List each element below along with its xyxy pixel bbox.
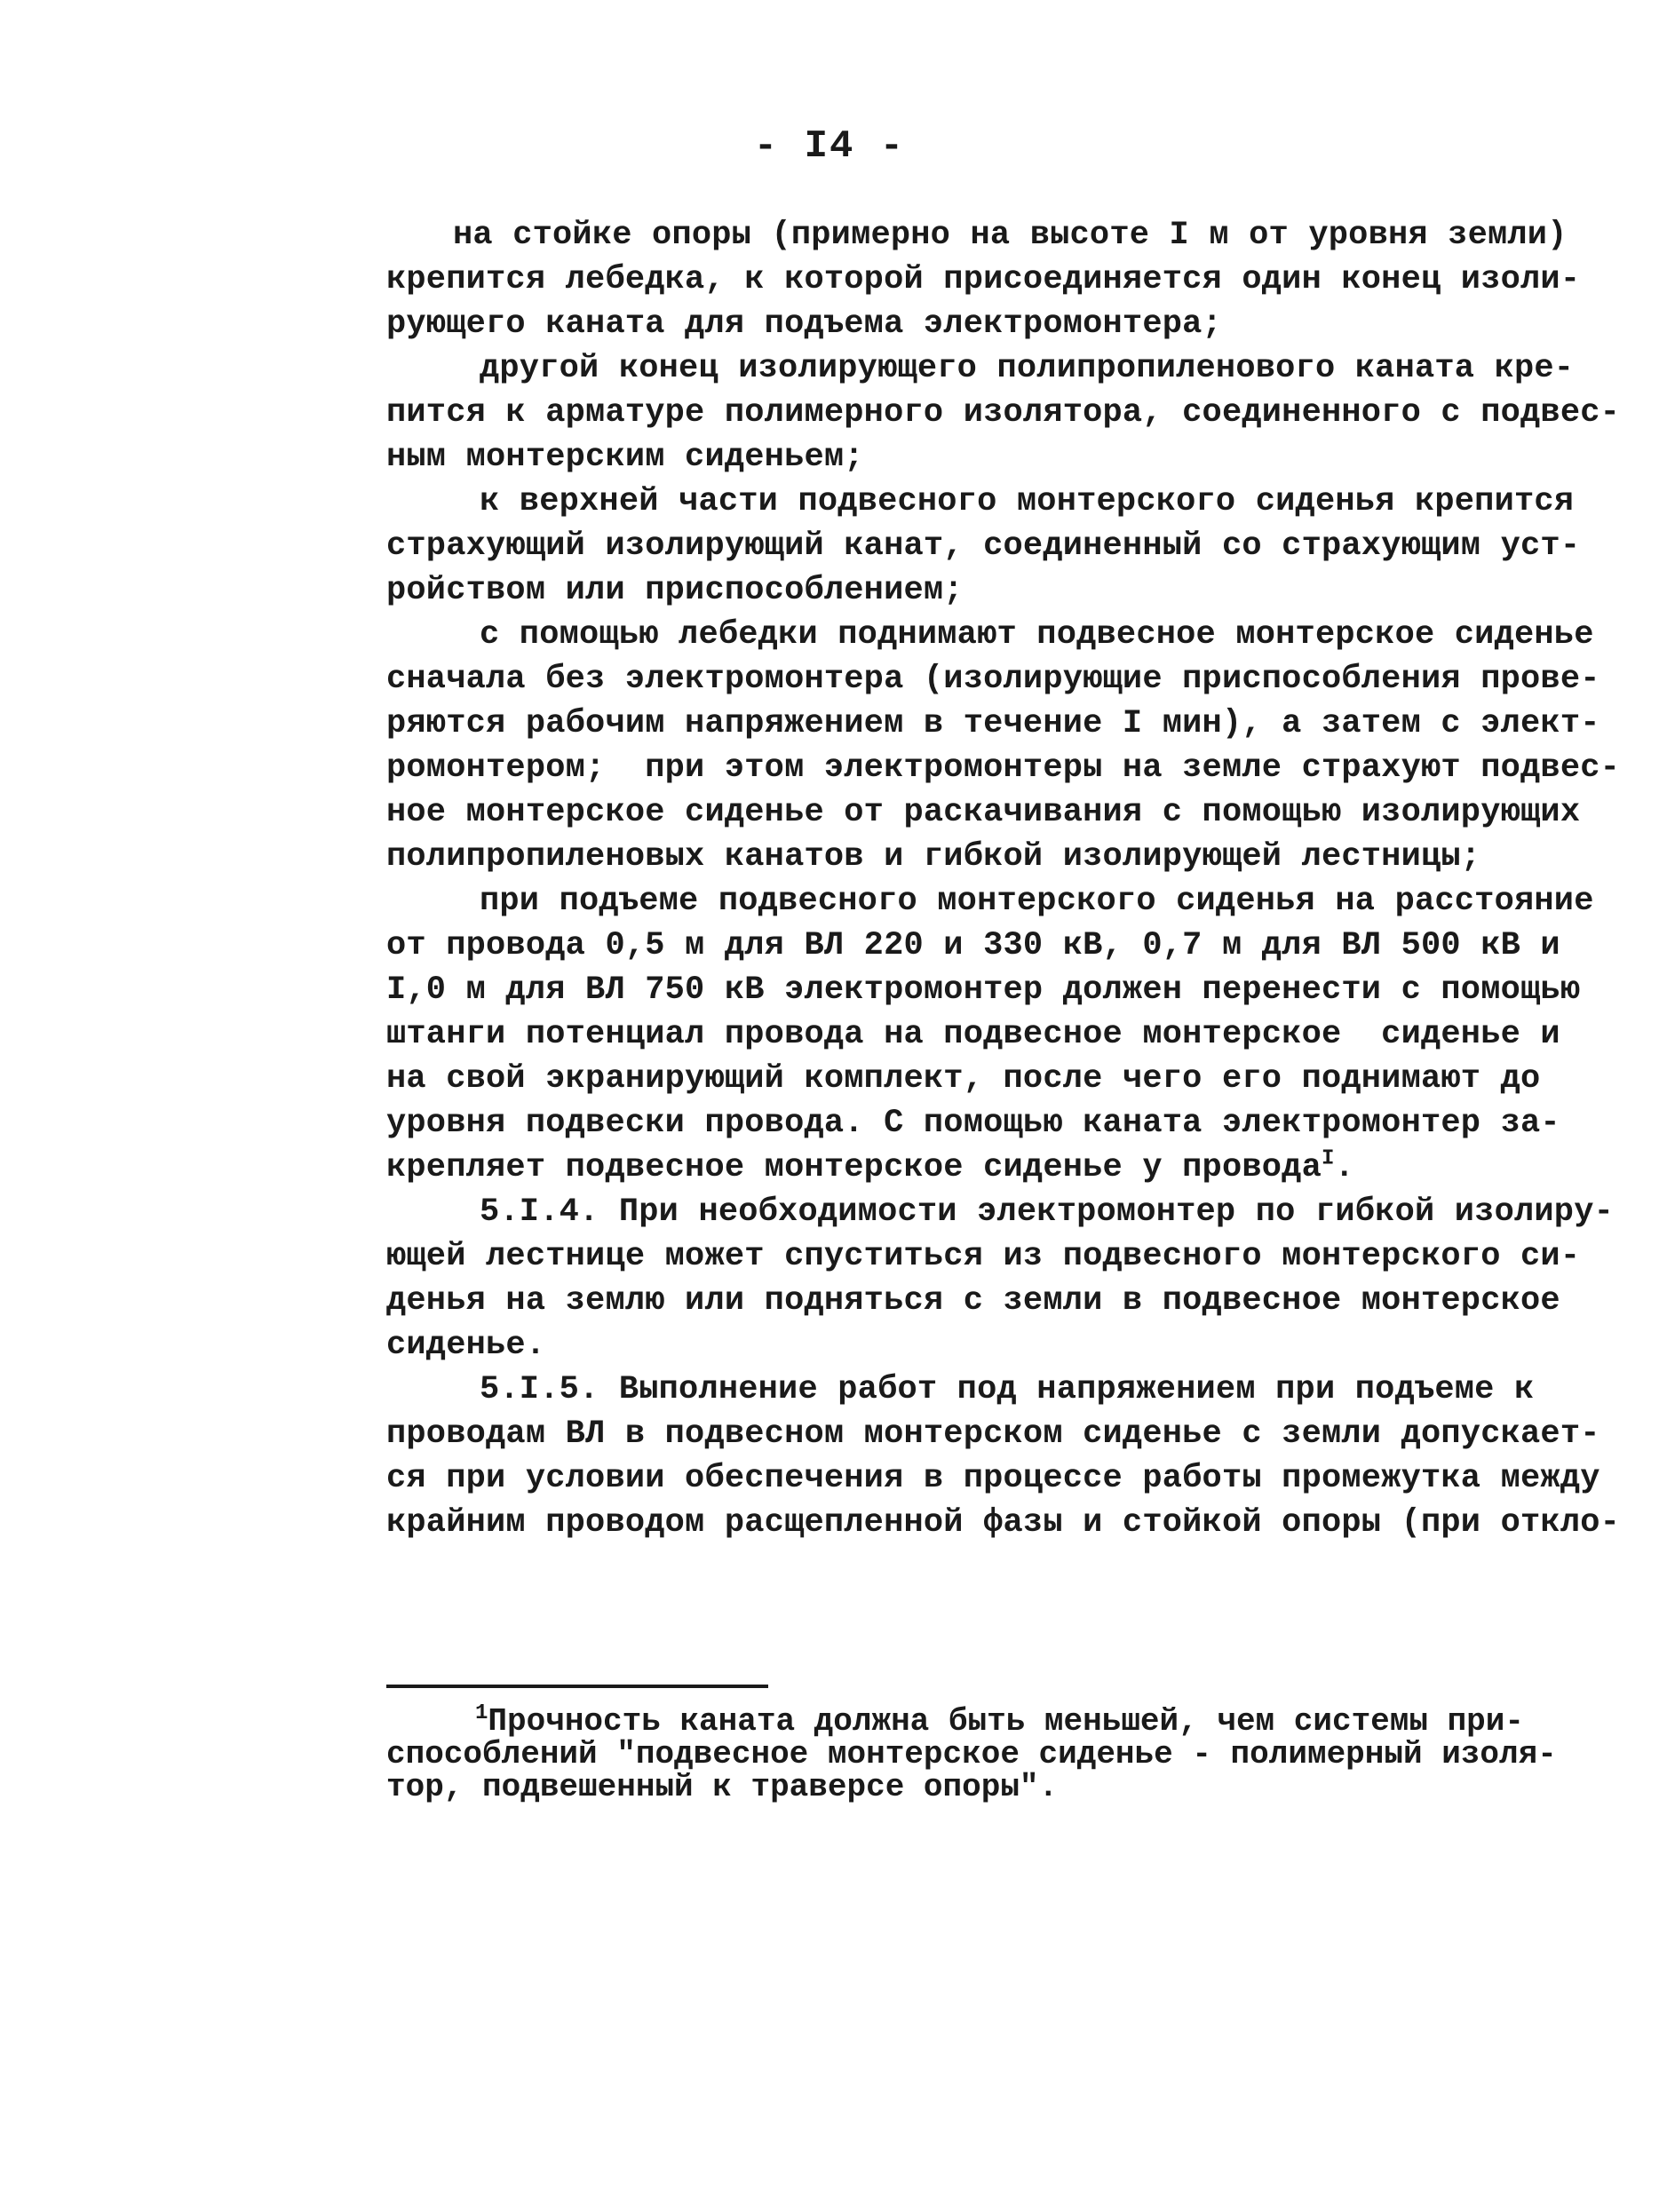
text-line: при подъеме подвесного монтерского сиденья на расстояние xyxy=(480,883,1594,920)
text-line-with-footnote-ref xyxy=(386,1146,1505,1190)
text-line: 5.I.5. Выполнение работ под напряжением при подъеме к xyxy=(480,1371,1535,1408)
footnote-text: Прочность каната должна быть меньшей, чем системы при- xyxy=(488,1703,1524,1740)
text-line: ряются рабочим напряжением в течение I мин), а затем с элект- xyxy=(386,705,1600,742)
line-end-punctuation: . xyxy=(1334,1149,1354,1186)
text-line: страхующий изолирующий канат, соединенный со страхующим уст- xyxy=(386,527,1581,565)
text-line: ным монтерским сиденьем; xyxy=(386,439,864,476)
text-line: 5.I.4. При необходимости электромонтер по гибкой изолиру- xyxy=(480,1193,1615,1231)
text-line: штанги потенциал провода на подвесное монтерское сиденье и xyxy=(386,1016,1560,1053)
footnote xyxy=(386,1701,1557,1805)
text-line: на свой экранирующий комплект, после чего его поднимают до xyxy=(386,1060,1541,1098)
text-line: ройством или приспособлением; xyxy=(386,572,964,609)
text-line: рующего каната для подъема электромонтера; xyxy=(386,305,1222,343)
text-line: крепится лебедка, к которой присоединяется один конец изоли- xyxy=(386,261,1581,298)
footnote-line: тор, подвешенный к траверсе опоры". xyxy=(386,1769,1059,1805)
footnote-marker: 1 xyxy=(475,1701,488,1725)
footnote-line xyxy=(386,1701,1524,1740)
text-line: сиденье. xyxy=(386,1327,546,1364)
text-line: крепляет подвесное монтерское сиденье у провода xyxy=(386,1149,1322,1186)
text-line: к верхней части подвесного монтерского сиденья крепится xyxy=(480,483,1575,520)
footnote-reference: I xyxy=(1321,1146,1335,1171)
text-line: денья на землю или подняться с земли в подвесное монтерское xyxy=(386,1282,1560,1320)
text-line: ющей лестнице может спуститься из подвесного монтерского си- xyxy=(386,1238,1581,1275)
text-line: уровня подвески провода. С помощью каната электромонтер за- xyxy=(386,1105,1560,1142)
text-line: от провода 0,5 м для ВЛ 220 и 330 кВ, 0,7 м для ВЛ 500 кВ и xyxy=(386,927,1560,964)
page-number: - I4 - xyxy=(753,124,906,169)
text-line: ся при условии обеспечения в процессе работы промежутка между xyxy=(386,1460,1600,1497)
footnote-divider xyxy=(386,1685,768,1688)
text-line: проводам ВЛ в подвесном монтерском сиденье с земли допускает- xyxy=(386,1415,1600,1453)
body-text xyxy=(386,213,1621,1545)
text-line: I,0 м для ВЛ 750 кВ электромонтер должен перенести с помощью xyxy=(386,971,1581,1009)
text-line: ромонтером; при этом электромонтеры на земле страхуют подвес- xyxy=(386,749,1621,787)
text-line: ное монтерское сиденье от раскачивания с помощью изолирующих xyxy=(386,794,1581,831)
footnote-line: способлений "подвесное монтерское сиденье - полимерный изоля- xyxy=(386,1736,1557,1772)
text-line: на стойке опоры (примерно на высоте I м от уровня земли) xyxy=(453,217,1568,254)
text-line: крайним проводом расщепленной фазы и стойкой опоры (при откло- xyxy=(386,1504,1621,1542)
text-line: с помощью лебедки поднимают подвесное монтерское сиденье xyxy=(480,616,1594,654)
text-line: пится к арматуре полимерного изолятора, соединенного с подвес- xyxy=(386,394,1621,432)
text-line: сначала без электромонтера (изолирующие приспособления прове- xyxy=(386,661,1600,698)
text-line: другой конец изолирующего полипропиленового каната кре- xyxy=(480,350,1575,387)
text-line: полипропиленовых канатов и гибкой изолирующей лестницы; xyxy=(386,838,1481,876)
